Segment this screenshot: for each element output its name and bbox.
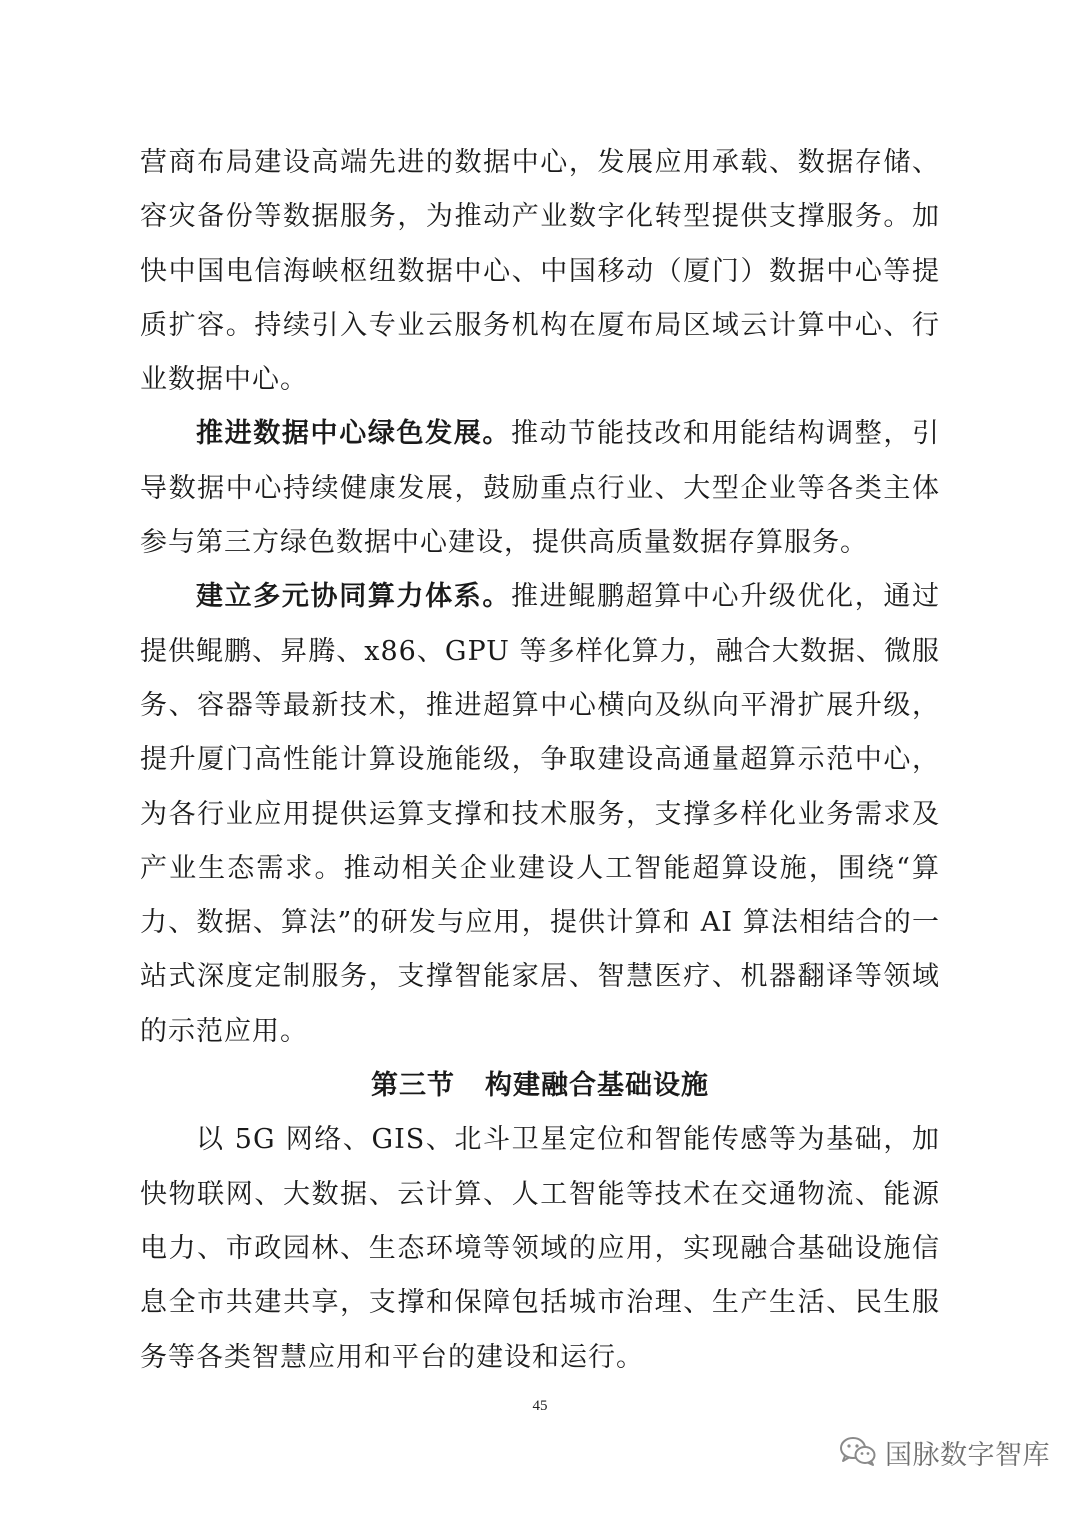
paragraph-lead-green-development: 推进数据中心绿色发展。 bbox=[196, 418, 512, 450]
page-number: 45 bbox=[532, 1398, 548, 1414]
section-heading bbox=[140, 1059, 940, 1113]
paragraph-data-centers: 营商布局建设高端先进的数据中心，发展应用承载、数据存储、容灾备份等数据服务，为推动产业数字化转型提供支撑服务。加快中国电信海峡枢纽数据中心、中国移动（厦门）数据中心等提质扩容。持续引入专业云服务机构在厦布局区域云计算中心、行业数据中心。 bbox=[140, 147, 940, 396]
page-body bbox=[140, 136, 940, 1385]
watermark bbox=[839, 1430, 1050, 1474]
paragraph-body-computing-system: 推进鲲鹏超算中心升级优化，通过提供鲲鹏、昇腾、x86、GPU 等多样化算力，融合大数据、微服务、容器等最新技术，推进超算中心横向及纵向平滑扩展升级，提升厦门高性能计算设施能级，争取建设高通量超算示范中心，为各行业应用提供运算支撑和技术服务，支撑多样化业务需求及产业生态需求。推动相关企业建设人工智能超算设施，围绕“算力、数据、算法”的研发与应用，提供计算和 AI 算法相结合的一站式深度定制服务，支撑智能家居、智慧医疗、机器翻译等领域的示范应用。 bbox=[140, 581, 941, 1047]
paragraph-fusion-infrastructure: 以 5G 网络、GIS、北斗卫星定位和智能传感等为基础，加快物联网、大数据、云计算、人工智能等技术在交通物流、能源电力、市政园林、生态环境等领域的应用，实现融合基础设施信息全市共建共享，支撑和保障包括城市治理、生产生活、民生服务等各类智慧应用和平台的建设和运行。 bbox=[140, 1124, 940, 1373]
section-title: 构建融合基础设施 bbox=[485, 1070, 709, 1102]
paragraph-green-development bbox=[140, 407, 940, 570]
paragraph-lead-computing-system: 建立多元协同算力体系。 bbox=[196, 581, 512, 613]
wechat-icon bbox=[839, 1436, 877, 1468]
section-number: 第三节 bbox=[371, 1070, 455, 1102]
paragraph-computing-system bbox=[140, 570, 940, 1059]
watermark-text: 国脉数字智库 bbox=[885, 1439, 1050, 1471]
paragraph-body-green-development: 推动节能技改和用能结构调整，引导数据中心持续健康发展，鼓励重点行业、大型企业等各类主体参与第三方绿色数据中心建设，提供高质量数据存算服务。 bbox=[140, 418, 941, 559]
